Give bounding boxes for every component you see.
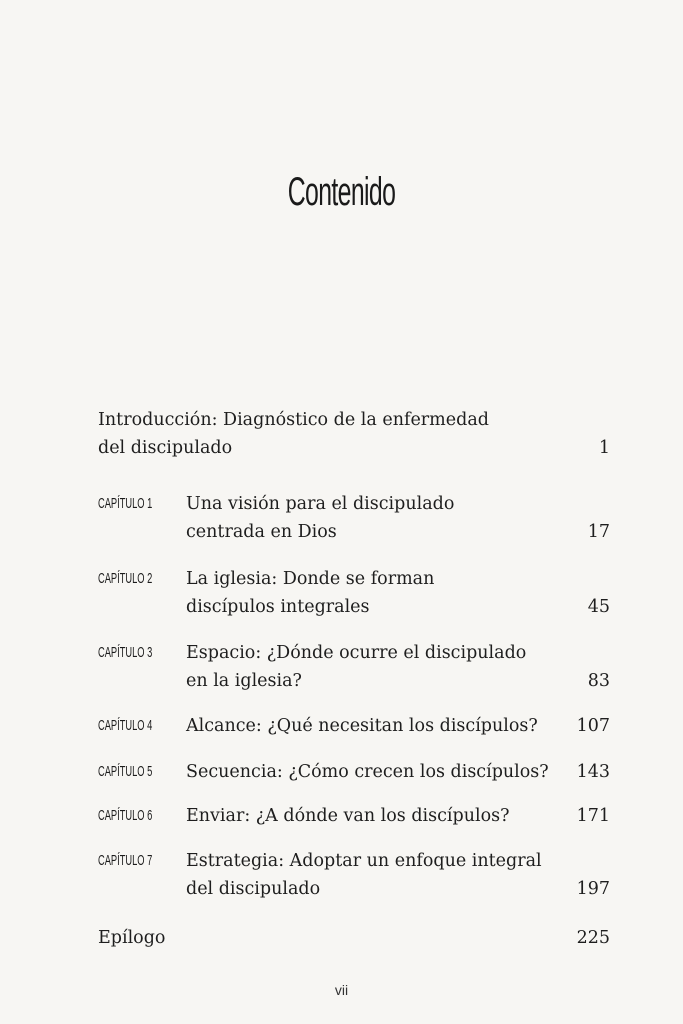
toc-entry-line: del discipulado [186,879,321,899]
toc-entry-line: Epílogo [98,928,166,948]
toc-entry-line: Enviar: ¿A dónde van los discípulos? [186,806,510,826]
toc-entry-text [186,639,606,695]
chapter-label: CAPÍTULO 1 [98,495,153,512]
toc-entry-epilogue [98,924,610,952]
toc-entry-text [186,712,606,740]
toc-page-number: 1 [598,438,610,458]
toc-entry-line: en la iglesia? [186,671,302,691]
toc-entry-line: centrada en Dios [186,522,337,542]
toc-entry-text [186,758,606,786]
toc-entry-text [186,802,606,830]
chapter-label: CAPÍTULO 4 [98,717,153,734]
toc-entry-line: La iglesia: Donde se forman [186,569,435,589]
toc-entry-text [98,406,518,462]
toc-page-number: 143 [576,762,610,782]
toc-entry-line: del discipulado [98,438,233,458]
page-title: Contenido [287,170,396,214]
toc-entry-line: Una visión para el discipulado [186,494,455,514]
toc-page-number: 107 [576,716,610,736]
chapter-label: CAPÍTULO 7 [98,852,153,869]
chapter-label: CAPÍTULO 2 [98,570,153,587]
page-folio: vii [334,982,349,998]
toc-entry-chapter-2 [98,565,610,621]
toc-entry-chapter-4 [98,712,610,740]
toc-entry-chapter-1 [98,490,610,546]
toc-entry-line: Secuencia: ¿Cómo crecen los discípulos? [186,762,549,782]
toc-entry-text [98,924,518,952]
toc-entry-introduction [98,406,610,462]
toc-page-number: 225 [576,928,610,948]
toc-entry-text [186,565,606,621]
chapter-label: CAPÍTULO 5 [98,763,153,780]
toc-page-number: 83 [587,671,610,691]
toc-entry-line: Introducción: Diagnóstico de la enfermedad [98,410,489,430]
toc-entry-chapter-5 [98,758,610,786]
toc-entry-line: Alcance: ¿Qué necesitan los discípulos? [186,716,538,736]
toc-page-number: 197 [576,879,610,899]
toc-entry-line: Espacio: ¿Dónde ocurre el discipulado [186,643,527,663]
toc-page-number: 17 [587,522,610,542]
toc-entry-line: discípulos integrales [186,597,370,617]
chapter-label: CAPÍTULO 6 [98,807,153,824]
toc-entry-chapter-6 [98,802,610,830]
toc-entry-line: Estrategia: Adoptar un enfoque integral [186,851,542,871]
toc-entry-text [186,847,606,903]
toc-page-number: 45 [587,597,610,617]
chapter-label: CAPÍTULO 3 [98,644,153,661]
toc-entry-text [186,490,606,546]
toc-entry-chapter-3 [98,639,610,695]
toc-entry-chapter-7 [98,847,610,903]
toc-page-number: 171 [576,806,610,826]
